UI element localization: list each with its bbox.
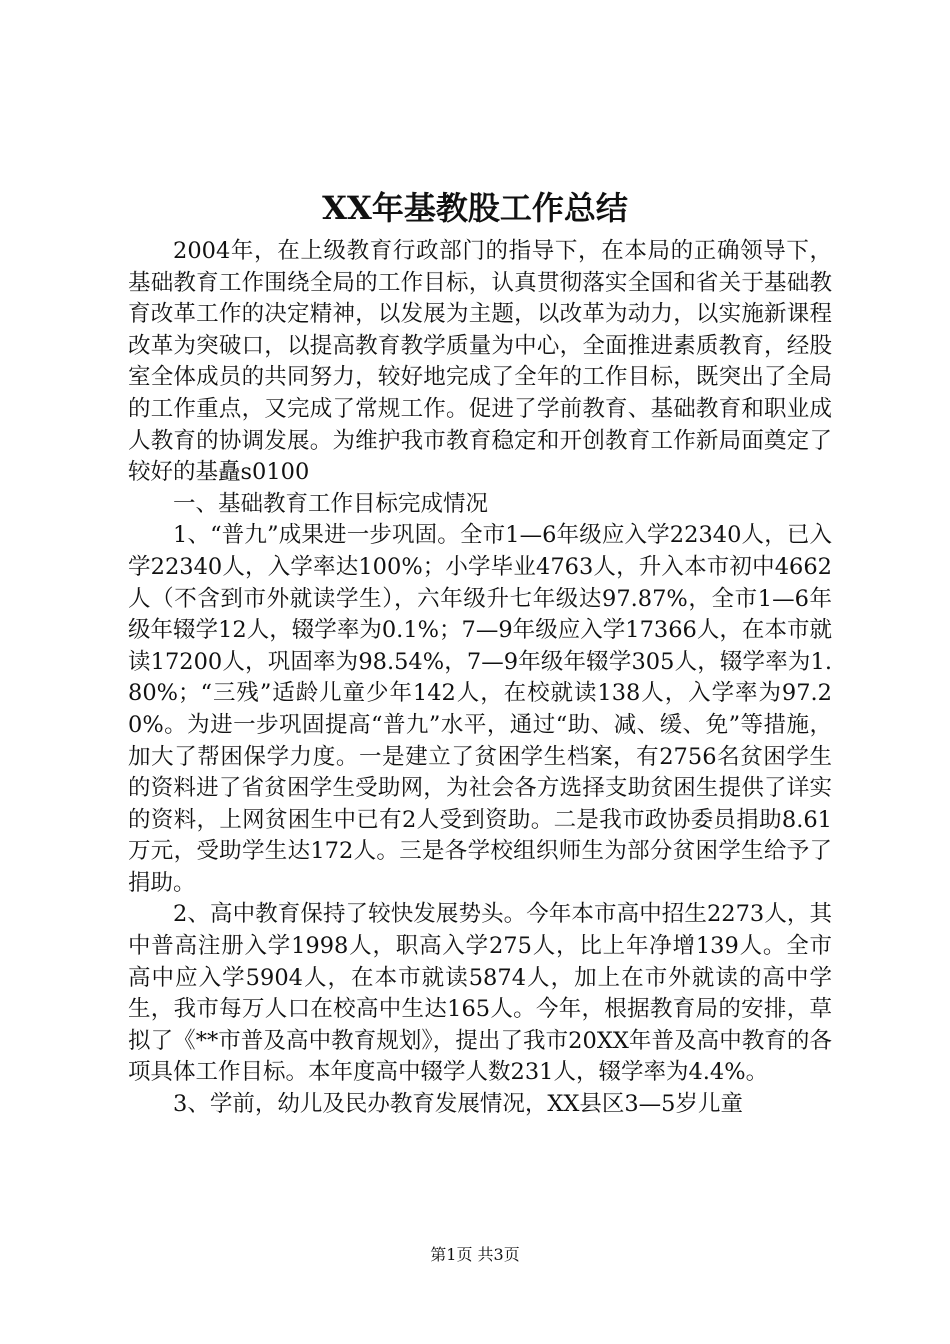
page-footer: 第1页 共3页: [430, 1245, 520, 1264]
paragraph-intro: 2004年，在上级教育行政部门的指导下，在本局的正确领导下，基础教育工作围绕全局的工作目标，认真贯彻落实全国和省关于基础教育改革工作的决定精神，以发展为主题，以改革为动力，以实施新课程改革为突破口，以提高教育教学质量为中心，全面推进素质教育，经股室全体成员的共同努力，较好地完成了全年的工作目标，既突出了全局的工作重点，又完成了常规工作。促进了学前教育、基础教育和职业成人教育的协调发展。为维护我市教育稳定和开创教育工作新局面奠定了较好的基矗s0100: [128, 238, 832, 486]
paragraph-puji: 1、“普九”成果进一步巩固。全市1—6年级应入学22340人，已入学22340人，入学率达100%；小学毕业4763人，升入本市初中4662人（不含到市外就读学生），六年级升七年级达97.87%，全市1—6年级年辍学12人，辍学率为0.1%；7—9年级应入学17366人，在本市就读17200人，巩固率为98.54%，7—9年级年辍学305人，辍学率为1.80%；“三残”适龄儿童少年142人，在校就读138人，入学率为97.20%。为进一步巩固提高“普九”水平，通过“助、减、缓、免”等措施，加大了帮困保学力度。一是建立了贫困学生档案，有2756名贫困学生的资料进了省贫困学生受助网，为社会各方选择支助贫困生提供了详实的资料，上网贫困生中已有2人受到资助。二是我市政协委员捐助8.61万元，受助学生达172人。三是各学校组织师生为部分贫困学生给予了捐助。: [128, 522, 832, 896]
paragraph-high-school: 2、高中教育保持了较快发展势头。今年本市高中招生2273人，其中普高注册入学1998人，职高入学275人，比上年净增139人。全市高中应入学5904人，在本市就读5874人，加上在市外就读的高中学生，我市每万人口在校高中生达165人。今年，根据教育局的安排，草拟了《**市普及高中教育规划》，提出了我市20XX年普及高中教育的各项具体工作目标。本年度高中辍学人数231人，辍学率为4.4%。: [128, 901, 832, 1086]
document-body: [128, 236, 832, 1121]
document-title: XX年基教股工作总结: [322, 189, 628, 227]
section-heading-1: 一、基础教育工作目标完成情况: [173, 490, 489, 517]
paragraph-preschool: 3、学前，幼儿及民办教育发展情况，XX县区3—5岁儿童: [173, 1091, 743, 1118]
